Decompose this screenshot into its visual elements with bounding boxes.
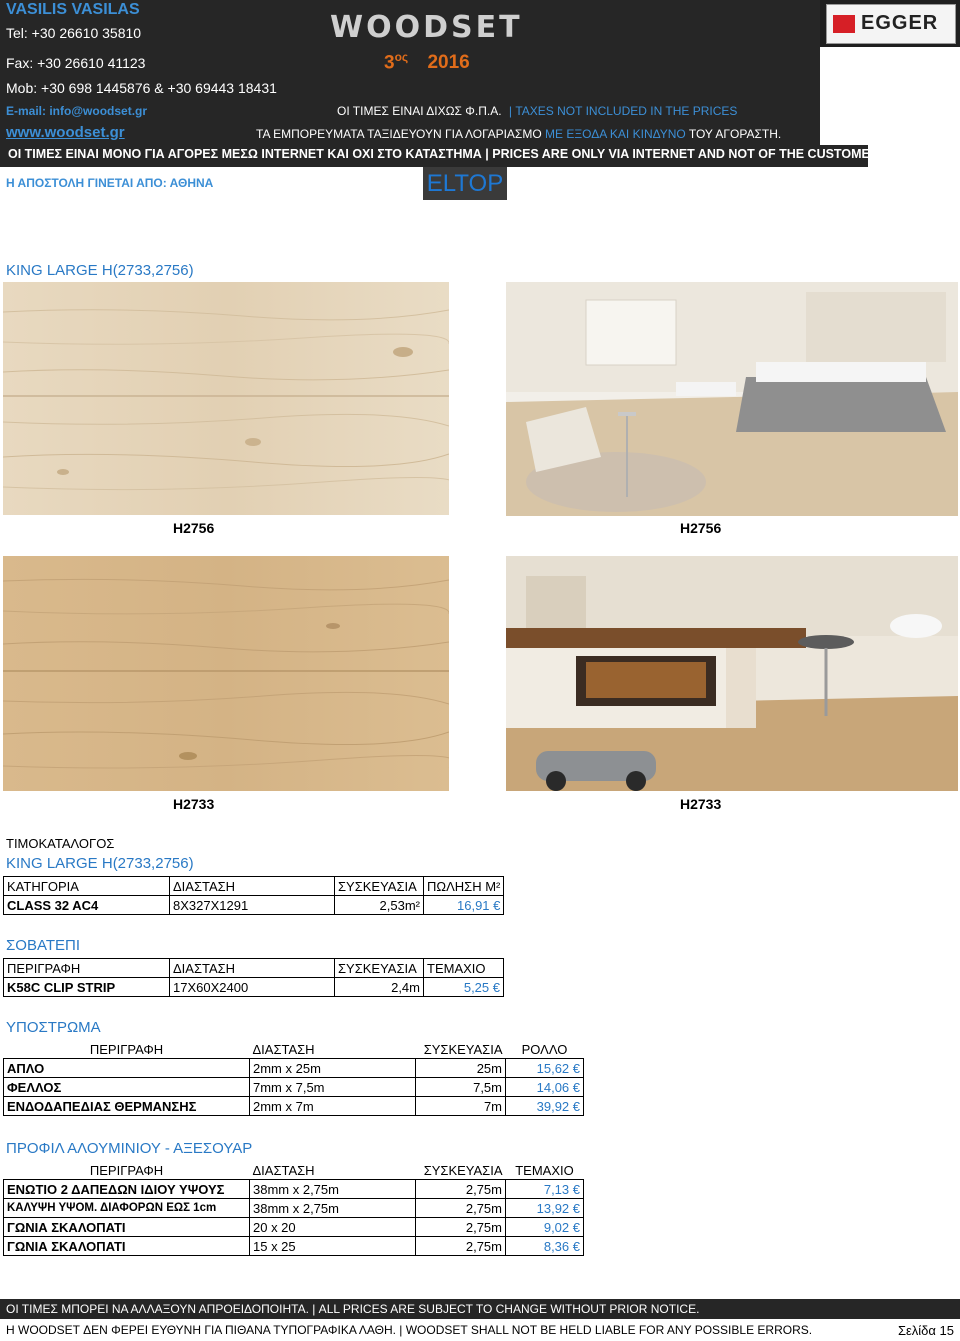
cell-package: 25m: [416, 1059, 506, 1078]
cell-description: ΕΝΩΤΙΟ 2 ΔΑΠΕΔΩΝ ΙΔΙΟΥ ΥΨΟΥΣ: [4, 1180, 250, 1199]
cell-package: 2,75m: [416, 1199, 506, 1218]
season-suffix: ος: [394, 50, 409, 64]
header-dimension: ΔΙΑΣΤΑΣΗ: [170, 959, 335, 978]
cell-description: ΦΕΛΛΟΣ: [4, 1078, 250, 1097]
vat-note-english: | TAXES NOT INCLUDED IN THE PRICES: [508, 104, 738, 118]
skirting-title: ΣΟΒΑΤΕΠΙ: [6, 937, 81, 954]
header-dimension: ΔΙΑΣΤΑΣΗ: [170, 877, 335, 896]
table-row: [4, 1078, 584, 1097]
fax-line: Fax: +30 26610 41123: [6, 55, 146, 71]
table-row: [4, 1097, 584, 1116]
header-roll: ΡΟΛΛΟ: [521, 1041, 568, 1057]
cell-price: 16,91 €: [424, 896, 504, 915]
dispatch-location: Η ΑΠΟΣΤΟΛΗ ΓΙΝΕΤΑΙ ΑΠΟ: ΑΘΗΝΑ: [6, 176, 214, 190]
cell-price: 8,36 €: [506, 1237, 584, 1256]
catalog-title: KING LARGE H(2733,2756): [6, 855, 194, 872]
page-number: Σελίδα 15: [897, 1323, 954, 1338]
underlay-title: ΥΠΟΣΤΡΩΜΑ: [6, 1019, 101, 1036]
season-number: 3: [384, 52, 395, 74]
vat-note-greek: ΟΙ ΤΙΜΕΣ ΕΙΝΑΙ ΔΙΧΩΣ Φ.Π.Α.: [337, 104, 502, 118]
table-header-row: [4, 959, 504, 978]
shipping-note-highlight: ΜΕ ΕΞΟΔΑ ΚΑΙ ΚΙΝΔΥΝΟ: [545, 127, 686, 141]
table-row: [4, 1199, 584, 1218]
woodset-logo: WOODSET: [330, 10, 523, 45]
email-link[interactable]: E-mail: info@woodset.gr: [6, 104, 148, 118]
table-row: [4, 1180, 584, 1199]
shipping-note: [256, 127, 781, 141]
image-label-h2733-right: H2733: [680, 796, 722, 812]
wood-sample-h2756: [3, 282, 449, 515]
cell-package: 2,75m: [416, 1237, 506, 1256]
cell-dimension: 38mm x 2,75m: [250, 1199, 416, 1218]
cell-dimension: 15 x 25: [250, 1237, 416, 1256]
room-scene-h2756: [506, 282, 958, 516]
cell-package: 2,4m: [335, 978, 424, 997]
vat-note: [337, 104, 737, 118]
cell-package: 2,53m²: [335, 896, 424, 915]
table-row: [4, 1218, 584, 1237]
internet-only-note: ΟΙ ΤΙΜΕΣ ΕΙΝΑΙ ΜΟΝΟ ΓΙΑ ΑΓΟΡΕΣ ΜΕΣΩ INTERNET ΚΑΙ ΟΧΙ ΣΤΟ ΚΑΤΑΣΤΗΜΑ | PRICES ARE ONLY VIA INTERNET AND NOT OF THE CUSTOMER: [8, 147, 879, 161]
cell-category: CLASS 32 AC4: [4, 896, 170, 915]
footer-line-1: ΟΙ ΤΙΜΕΣ ΜΠΟΡΕΙ ΝΑ ΑΛΛΑΞΟΥΝ ΑΠΡΟΕΙΔΟΠΟΙΗΤΑ. | ALL PRICES ARE SUBJECT TO CHANGE WITHOUT PRIOR NOTICE.: [6, 1302, 700, 1316]
header-package: ΣΥΣΚΕΥΑΣΙΑ: [423, 1041, 503, 1057]
website-link[interactable]: www.woodset.gr: [6, 124, 125, 141]
header-dimension: ΔΙΑΣΤΑΣΗ: [252, 1041, 315, 1057]
product-title: KING LARGE H(2733,2756): [6, 262, 194, 279]
header-category: ΚΑΤΗΓΟΡΙΑ: [4, 877, 170, 896]
wood-texture-h2733-svg: [3, 556, 449, 791]
cell-package: 7,5m: [416, 1078, 506, 1097]
cell-dimension: 8X327X1291: [170, 896, 335, 915]
footer-price-change-note: [0, 1299, 960, 1319]
header-package: ΣΥΣΚΕΥΑΣΙΑ: [335, 959, 424, 978]
header-description: ΠΕΡΙΓΡΑΦΗ: [89, 1041, 164, 1057]
company-name: VASILIS VASILAS: [6, 1, 140, 18]
header-sale-m2: ΠΩΛΗΣΗ Μ²: [424, 877, 504, 896]
cell-description: ΓΩΝΙΑ ΣΚΑΛΟΠΑΤΙ: [4, 1218, 250, 1237]
cell-price: 39,92 €: [506, 1097, 584, 1116]
table-row: [4, 896, 504, 915]
header-dimension: ΔΙΑΣΤΑΣΗ: [252, 1162, 315, 1178]
underlay-price-table: [3, 1040, 584, 1116]
cell-description: ΚΑΛΥΨΗ ΥΨΟΜ. ΔΙΑΦΟΡΩΝ ΕΩΣ 1cm: [4, 1199, 250, 1218]
mobile-line: Mob: +30 698 1445876 & +30 69443 18431: [6, 80, 277, 96]
egger-logo: [826, 4, 956, 44]
footer-liability-note: [0, 1320, 960, 1341]
table-row: [4, 1237, 584, 1256]
season-year: 2016: [427, 52, 470, 74]
cell-description: ΕΝΔΟΔΑΠΕΔΙΑΣ ΘΕΡΜΑΝΣΗΣ: [4, 1097, 250, 1116]
cell-package: 7m: [416, 1097, 506, 1116]
table-row: [4, 1059, 584, 1078]
image-label-h2733-left: H2733: [173, 796, 215, 812]
header-package: ΣΥΣΚΕΥΑΣΙΑ: [423, 1162, 503, 1178]
cell-dimension: 2mm x 25m: [250, 1059, 416, 1078]
profiles-title: ΠΡΟΦΙΛ ΑΛΟΥΜΙΝΙΟΥ - ΑΞΕΣΟΥΑΡ: [6, 1140, 253, 1157]
kitchen-scene-svg: [506, 556, 958, 791]
wood-texture-h2756-svg: [3, 282, 449, 515]
flooring-price-table: [3, 876, 504, 915]
cell-dimension: 38mm x 2,75m: [250, 1180, 416, 1199]
supplier-badge: ELTOP: [423, 167, 507, 200]
shipping-note-pre: ΤΑ ΕΜΠΟΡΕΥΜΑΤΑ ΤΑΞΙΔΕΥΟΥΝ ΓΙΑ ΛΟΓΑΡΙΑΣΜΟ: [256, 127, 542, 141]
header-piece: ΤΕΜΑΧΙΟ: [515, 1162, 574, 1178]
cell-price: 7,13 €: [506, 1180, 584, 1199]
header-description: ΠΕΡΙΓΡΑΦΗ: [4, 959, 170, 978]
cell-dimension: 7mm x 7,5m: [250, 1078, 416, 1097]
cell-package: 2,75m: [416, 1218, 506, 1237]
cell-price: 15,62 €: [506, 1059, 584, 1078]
cell-dimension: 17X60X2400: [170, 978, 335, 997]
catalog-heading: ΤΙΜΟΚΑΤΑΛΟΓΟΣ: [6, 836, 115, 851]
wood-sample-h2733: [3, 556, 449, 791]
tel-line: Tel: +30 26610 35810: [6, 25, 142, 41]
cell-package: 2,75m: [416, 1180, 506, 1199]
bedroom-scene-svg: [506, 282, 958, 516]
cell-price: 13,92 €: [506, 1199, 584, 1218]
header-piece: ΤΕΜΑΧΙΟ: [424, 959, 504, 978]
shipping-note-post: ΤΟΥ ΑΓΟΡΑΣΤΗ.: [688, 127, 782, 141]
header-description: ΠΕΡΙΓΡΑΦΗ: [89, 1162, 164, 1178]
table-header-row: [4, 1161, 584, 1180]
table-row: [4, 978, 504, 997]
cell-price: 14,06 €: [506, 1078, 584, 1097]
season-label: [384, 50, 470, 74]
cell-description: ΓΩΝΙΑ ΣΚΑΛΟΠΑΤΙ: [4, 1237, 250, 1256]
cell-description: K58C CLIP STRIP: [4, 978, 170, 997]
table-header-row: [4, 877, 504, 896]
cell-dimension: 20 x 20: [250, 1218, 416, 1237]
egger-logo-text: EGGER: [861, 12, 939, 34]
page-header: [0, 0, 960, 201]
cell-price: 9,02 €: [506, 1218, 584, 1237]
cell-description: ΑΠΛΟ: [4, 1059, 250, 1078]
header-package: ΣΥΣΚΕΥΑΣΙΑ: [335, 877, 424, 896]
image-label-h2756-left: H2756: [173, 520, 215, 536]
profiles-price-table: [3, 1161, 584, 1256]
cell-dimension: 2mm x 7m: [250, 1097, 416, 1116]
skirting-price-table: [3, 958, 504, 997]
room-scene-h2733: [506, 556, 958, 791]
image-label-h2756-right: H2756: [680, 520, 722, 536]
table-header-row: [4, 1040, 584, 1059]
egger-emblem-icon: [833, 15, 855, 33]
cell-price: 5,25 €: [424, 978, 504, 997]
footer-line-2: Η WOODSET ΔΕΝ ΦΕΡΕΙ ΕΥΘΥΝΗ ΓΙΑ ΠΙΘΑΝΑ ΤΥΠΟΓΡΑΦΙΚΑ ΛΑΘΗ. | WOODSET SHALL NOT BE HELD LIABLE FOR ANY POSSIBLE ERRORS.: [6, 1323, 813, 1337]
